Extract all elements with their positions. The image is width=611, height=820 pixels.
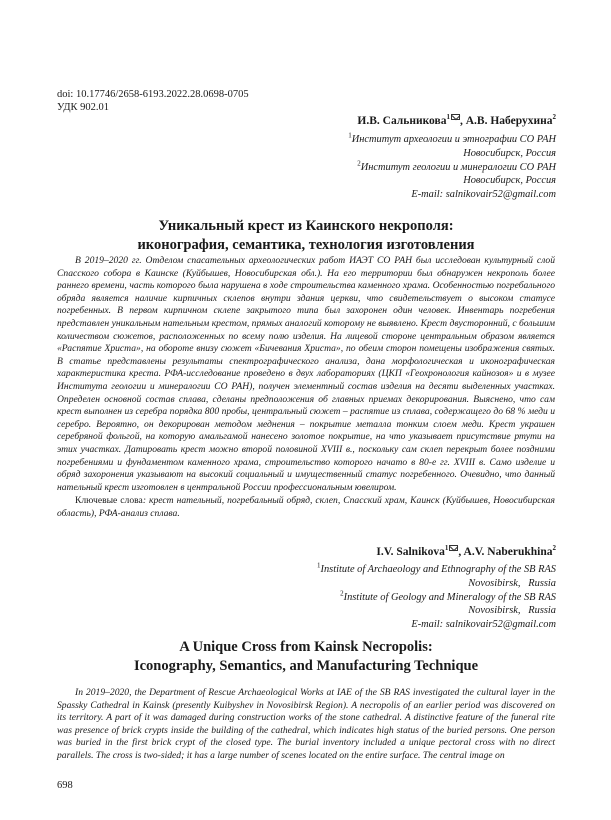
affiliation-2-en: $^2$Institute of Geology and Mineralogy of the SB RAS (340, 589, 556, 603)
title-en-line-2: Iconography, Semantics, and Manufacturing Technique (133, 658, 479, 674)
author-1-name-en: I.V. Salnikova (376, 546, 445, 558)
affiliation-1-en: $^1$Institute of Archaeology and Ethnography of the SB RAS (317, 561, 556, 575)
affiliation-1-city: Новосибирск, Россия (463, 147, 556, 159)
envelope-icon (451, 114, 460, 120)
author-separator-en: , (458, 546, 464, 558)
author-2-name: А.В. Наберухина (465, 115, 553, 127)
affiliation-1-city-en: Novosibirsk, Russia (468, 577, 556, 589)
affiliations-en (317, 563, 556, 632)
affiliation-2-name: Институт геологии и минералогии СО РАН (360, 161, 556, 173)
abstract-ru: В 2019–2020 гг. Отделом спасательных археологических работ ИАЭТ СО РАН был исследован культурный слой Спасского собора в Каинске (Куйбышев, Новосибирская обл.). На его территории был обнаружен некрополь более раннего времени, часть которого была нарушена в ходе строительства каменного храма. Особенностью погребального обряда является наличие кирпичных склепов внутри здания церкви, что свидетельствует о высоком статусе погребенных. В первом кирпичном склепе закрытого типа был захоронен один человек. Инвентарь погребения представлен уникальным нательным крестом, прямых аналогий которому не выявлено. Крест двусторонний, с большим количеством сюжетов, расположенных по всему полю изделия. На лицевой стороне центральным образом является «Распятие Христа», на обороте внизу сюжет «Бичевания Христа», по обеим сторон помещены изображения святых. В статье представлены результаты спектрографического анализа, дана морфологическая и иконографическая характеристика креста. РФА-исследование проведено в двух лабораториях (ЦКП «Геохронология кайнозоя» и в музее Института геологии и минералогии СО РАН), получен элементный состав изделия на десяти выделенных участках. Определен основной состав сплава, сделаны предположения об главных приемах декорирования. Выяснено, что сам крест выполнен из серебра порядка 800 пробы, центральный сюжет – распятие из сплава, содержащего до 68 % меди и серебро. Вероятно, он декорирован методом меднения – покрытие металла тонким слоем меди. Крест украшен серебряной фольгой, на которую амальгамой нанесено золотое покрытие, на что указывает присутствие ртути на этих участках. Датировать крест можно второй половиной XVIII в., поскольку сам склеп перекрыт более поздними погребениями и фундаментом каменного храма, строительство которого начато в 80-е гг. XVIII в. Само изделие и обряд захоронения указывают на высокий социальный и имущественный статус погребенного. Очевидно, что данный нательный крест изготовлен в центральной России профессиональным ювелиром. (57, 255, 555, 493)
affiliation-2-city-en: Novosibirsk, Russia (468, 605, 556, 617)
title-en (57, 638, 555, 676)
authors-ru (357, 115, 556, 127)
keywords-label: Ключевые слова (75, 495, 143, 506)
title-ru-line-1: Уникальный крест из Каинского некрополя: (158, 218, 454, 234)
abstract-en: In 2019–2020, the Department of Rescue Archaeological Works at IAE of the SB RAS investigated the cultural layer in the Spassky Cathedral in Kainsk (presently Kuibyshev in Novosibirsk Region). A necropolis of an earlier period was discovered on its territory. A part of it was damaged during construction works of the stone cathedral. A distinctive feature of the funeral rite was presence of brick crypts inside the building of the cathedral, which indicates high status of the buried persons. One person was buried in the first brick crypt of the closed type. The burial inventory included a unique pectoral cross with no direct parallels. The cross is two-sided; it has a large number of scenes located on the entire surface. The central image on (57, 687, 555, 761)
title-ru-line-2: иконография, семантика, технология изготовления (137, 237, 475, 253)
keywords-ru (57, 495, 555, 520)
author-2-name-en: A.V. Naberukhina (463, 546, 553, 558)
title-ru (57, 217, 555, 255)
author-1-sup: 1 (446, 113, 450, 122)
affiliation-2-name-en: Institute of Geology and Mineralogy of the SB RAS (343, 591, 556, 603)
authors-en (376, 546, 556, 558)
email[interactable]: E-mail: salnikovair52@gmail.com (411, 189, 556, 201)
doi[interactable]: doi: 10.17746/2658-6193.2022.28.0698-0705 (57, 89, 249, 100)
affiliation-2-city: Новосибирск, Россия (463, 175, 556, 187)
article-meta (57, 88, 249, 114)
affiliation-1-name-en: Institute of Archaeology and Ethnography of the SB RAS (320, 564, 556, 575)
affiliation-1-name: Институт археологии и этнографии СО РАН (351, 134, 556, 145)
author-2-sup: 2 (552, 113, 556, 122)
affiliation-1: $^1$Институт археологии и этнографии СО РАН (348, 131, 556, 145)
keywords-text: : крест нательный, погребальный обряд, склеп, Спасский храм, Каинск (Куйбышев, Новосибирская область), РФА-анализ сплава. (57, 495, 555, 519)
author-2-sup-en: 2 (552, 544, 556, 553)
page-number: 698 (57, 780, 73, 791)
affiliation-2: $^2$Институт геологии и минералогии СО РАН (357, 159, 556, 173)
author-1-sup-en: 1 (444, 544, 449, 553)
envelope-icon (449, 545, 458, 551)
email-en[interactable]: E-mail: salnikovair52@gmail.com (411, 619, 556, 631)
author-separator: , (460, 115, 466, 127)
affiliations-ru (348, 133, 556, 202)
udk: УДК 902.01 (57, 102, 110, 113)
title-en-line-1: A Unique Cross from Kainsk Necropolis: (179, 639, 433, 655)
author-1-name: И.В. Сальникова (357, 115, 447, 127)
